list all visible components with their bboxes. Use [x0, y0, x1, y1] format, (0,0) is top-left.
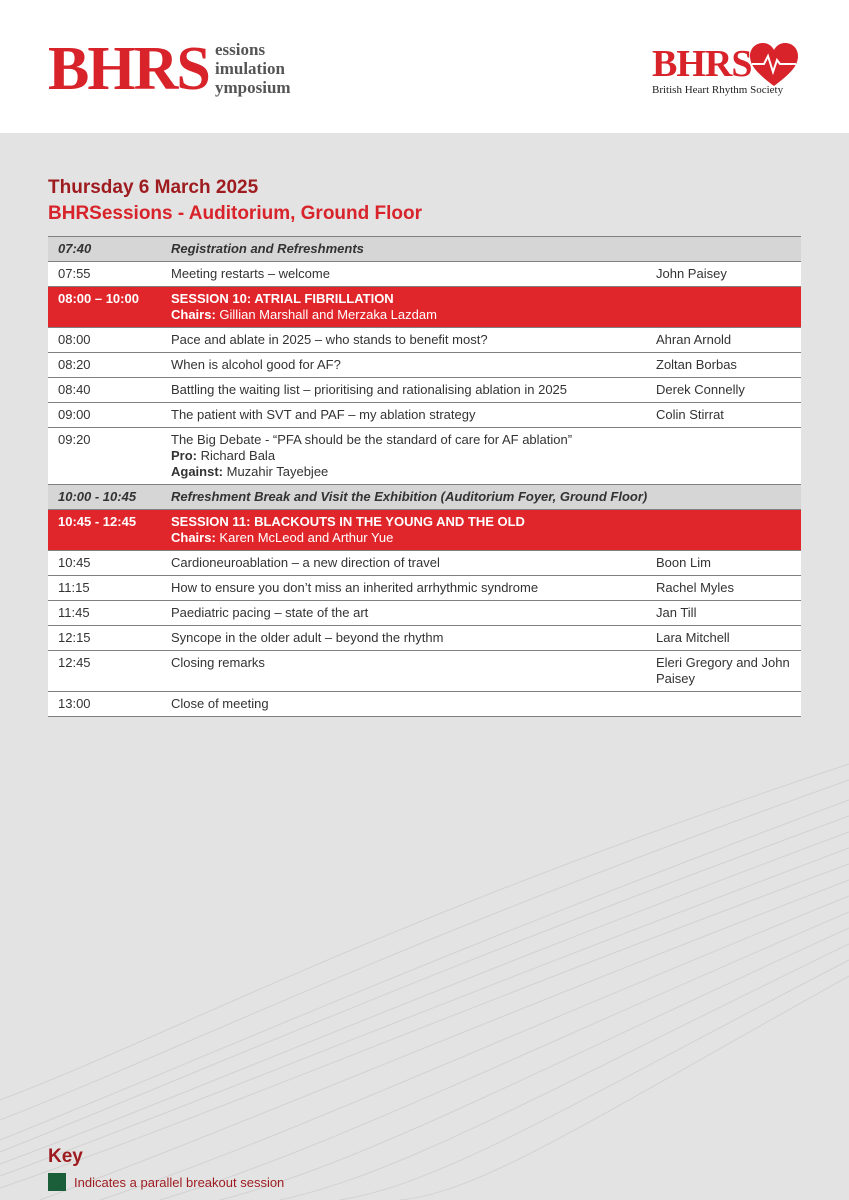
table-row: [48, 626, 801, 651]
row-time: 08:20: [48, 353, 161, 378]
row-time: 11:15: [48, 576, 161, 601]
row-speaker: Jan Till: [646, 601, 801, 626]
row-speaker: Zoltan Borbas: [646, 353, 801, 378]
row-title: Registration and Refreshments: [161, 237, 801, 262]
debate-cell: [161, 428, 801, 485]
chairs-label: Chairs:: [171, 307, 216, 322]
table-row: [48, 692, 801, 717]
debate-against: [171, 464, 791, 480]
key-title: Key: [48, 1146, 83, 1167]
row-title: Refreshment Break and Visit the Exhibition (Auditorium Foyer, Ground Floor): [161, 485, 801, 510]
row-title: Closing remarks: [161, 651, 646, 692]
table-row: [48, 353, 801, 378]
row-time: 10:45: [48, 551, 161, 576]
table-row: [48, 601, 801, 626]
debate-pro: [171, 448, 791, 464]
session-cell: [161, 287, 801, 328]
session-row: [48, 510, 801, 551]
bhrs-society-logo: [652, 44, 812, 104]
row-time: 08:40: [48, 378, 161, 403]
table-row: [48, 378, 801, 403]
row-title: How to ensure you don’t miss an inherited arrhythmic syndrome: [161, 576, 646, 601]
society-logo-name: BHRS: [652, 43, 752, 85]
pro-speaker: Richard Bala: [200, 448, 276, 463]
against-speaker: Muzahir Tayebjee: [226, 464, 329, 479]
table-row: [48, 237, 801, 262]
row-speaker: Rachel Myles: [646, 576, 801, 601]
row-title: Cardioneuroablation – a new direction of travel: [161, 551, 646, 576]
session-chairs: [171, 530, 791, 546]
row-time: 13:00: [48, 692, 161, 717]
table-row: [48, 403, 801, 428]
row-title: Meeting restarts – welcome: [161, 262, 646, 287]
row-time: 09:20: [48, 428, 161, 485]
row-time: 12:15: [48, 626, 161, 651]
chairs-names: Gillian Marshall and Merzaka Lazdam: [219, 307, 437, 322]
row-title: Pace and ablate in 2025 – who stands to benefit most?: [161, 328, 646, 353]
table-row: [48, 651, 801, 692]
pro-label: Pro:: [171, 448, 197, 463]
row-time: 11:45: [48, 601, 161, 626]
logo-word-sessions: essions: [215, 40, 266, 59]
row-time: 07:55: [48, 262, 161, 287]
row-time: 10:00 - 10:45: [48, 485, 161, 510]
row-title: Paediatric pacing – state of the art: [161, 601, 646, 626]
session-title: SESSION 10: ATRIAL FIBRILLATION: [171, 291, 394, 306]
row-time: 08:00: [48, 328, 161, 353]
row-title: When is alcohol good for AF?: [161, 353, 646, 378]
programme-title: [48, 176, 422, 228]
logo-bhrs-text: BHRS: [48, 35, 209, 103]
row-speaker: Ahran Arnold: [646, 328, 801, 353]
table-row: [48, 551, 801, 576]
table-row: [48, 485, 801, 510]
logo-words: [210, 40, 291, 97]
row-speaker: Eleri Gregory and John Paisey: [646, 651, 801, 692]
session-row: [48, 287, 801, 328]
session-chairs: [171, 307, 791, 323]
page-header: [0, 0, 849, 133]
row-time: 09:00: [48, 403, 161, 428]
row-speaker: Colin Stirrat: [646, 403, 801, 428]
table-row: [48, 262, 801, 287]
row-title: The patient with SVT and PAF – my ablation strategy: [161, 403, 646, 428]
key-row: [48, 1173, 284, 1191]
row-speaker: Derek Connelly: [646, 378, 801, 403]
table-row: [48, 576, 801, 601]
row-speaker: John Paisey: [646, 262, 801, 287]
chairs-label: Chairs:: [171, 530, 216, 545]
row-speaker: Lara Mitchell: [646, 626, 801, 651]
row-time: 07:40: [48, 237, 161, 262]
row-speaker: Boon Lim: [646, 551, 801, 576]
debate-title: The Big Debate - “PFA should be the standard of care for AF ablation”: [171, 432, 573, 447]
session-cell: [161, 510, 801, 551]
logo-word-simulation: imulation: [215, 59, 285, 78]
row-title: Battling the waiting list – prioritising and rationalising ablation in 2025: [161, 378, 646, 403]
programme-date: Thursday 6 March 2025: [48, 177, 259, 198]
key-text: Indicates a parallel breakout session: [74, 1174, 285, 1190]
table-row: [48, 328, 801, 353]
background-waves: [0, 760, 849, 1200]
against-label: Against:: [171, 464, 223, 479]
society-name: British Heart Rhythm Society: [652, 84, 784, 96]
programme-table: [48, 236, 801, 717]
table-row: [48, 428, 801, 485]
row-title: Close of meeting: [161, 692, 801, 717]
heart-icon: [748, 42, 800, 88]
session-title: SESSION 11: BLACKOUTS IN THE YOUNG AND THE OLD: [171, 514, 525, 529]
parallel-session-swatch: [48, 1173, 66, 1191]
row-time: 12:45: [48, 651, 161, 692]
chairs-names: Karen McLeod and Arthur Yue: [219, 530, 394, 545]
row-title: Syncope in the older adult – beyond the rhythm: [161, 626, 646, 651]
row-time: 10:45 - 12:45: [48, 510, 161, 551]
row-time: 08:00 – 10:00: [48, 287, 161, 328]
programme-venue: BHRSessions - Auditorium, Ground Floor: [48, 203, 423, 224]
logo-word-symposium: ymposium: [215, 78, 291, 97]
legend-key: [48, 1145, 284, 1191]
